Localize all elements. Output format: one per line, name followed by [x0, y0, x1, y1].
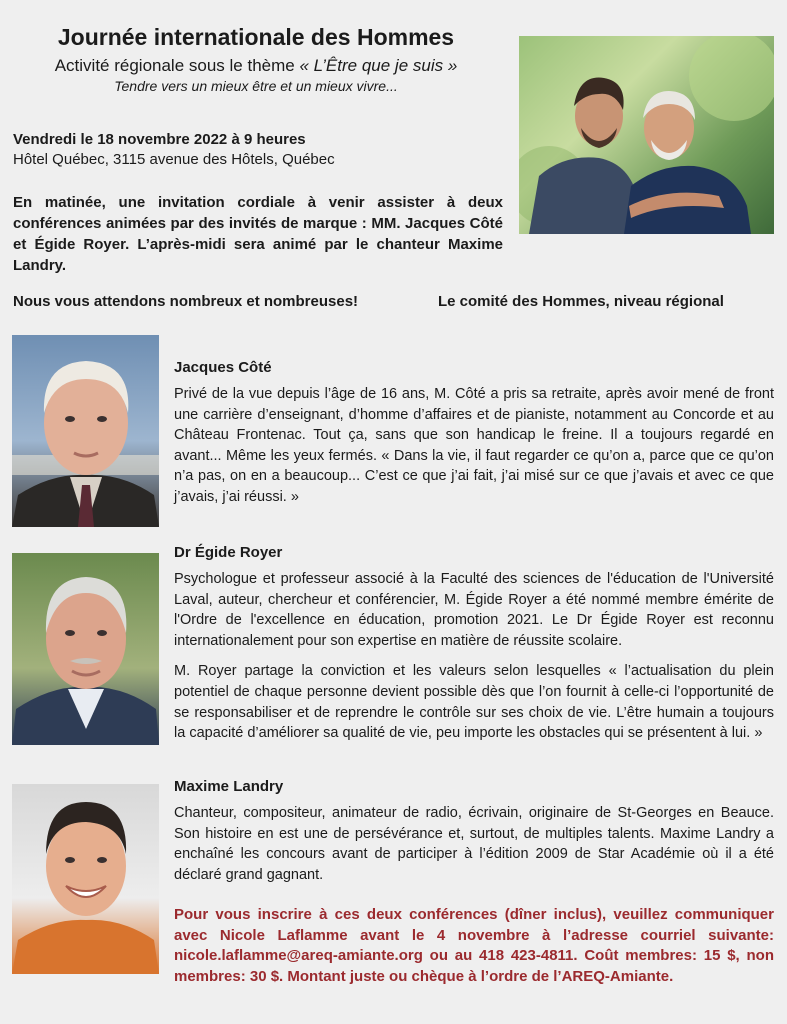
- speaker-name: Maxime Landry: [174, 778, 284, 795]
- page-title: Journée internationale des Hommes: [57, 24, 455, 50]
- speaker-quote: M. Royer partage la conviction et les valeurs selon lesquelles « l’actualisation du plein potentiel de chaque personne devient possible dès que l’on fournit à celle-ci l’opportunité de se responsabiliser et de reprendre le contrôle sur ses choix de vie. L’être humain a toujours la capacité d’améliorer sa qualité de vie, peu importe les obstacles qui se présentent à lui. »: [174, 663, 774, 742]
- speaker-photo-egide-royer: [12, 553, 159, 745]
- speaker-bio-egide-royer: [174, 543, 774, 744]
- committee-signature: Le comité des Hommes, niveau régional: [438, 293, 724, 310]
- hero-photo: [519, 36, 774, 234]
- speaker-photo-maxime-landry: [12, 784, 159, 974]
- subtitle: [0, 54, 512, 77]
- registration-cost-text: ou au 418 423-4811. Coût membres: 15 $, non membres: 30 $. Montant juste ou chèque à l’ordre de l’AREQ-Amiante.: [174, 947, 774, 985]
- welcome-line: [13, 292, 783, 312]
- welcome-text: Nous vous attendons nombreux et nombreuses!: [13, 293, 359, 310]
- subtitle-prefix: Activité régionale sous le thème: [54, 56, 300, 75]
- header: [0, 22, 512, 95]
- event-info: [13, 130, 503, 170]
- speaker-name: Jacques Côté: [174, 359, 272, 376]
- event-date: Vendredi le 18 novembre 2022 à 9 heures: [13, 131, 306, 148]
- portrait-illustration: [12, 553, 159, 745]
- speaker-photo-jacques-cote: [12, 335, 159, 527]
- event-location: Hôtel Québec, 3115 avenue des Hôtels, Québec: [13, 151, 335, 168]
- speaker-name: Dr Égide Royer: [174, 544, 283, 561]
- speaker-description: Psychologue et professeur associé à la Faculté des sciences de l'éducation de l'Université Laval, auteur, chercheur et conférencier, M. Égide Royer a été nommé membre émérite de l'Ordre de l'excellence en éducation, promotion 2021. Le Dr Égide Royer est reconnu internationalement pour son expertise en matière de réussite scolaire.: [174, 571, 774, 649]
- speaker-bio-maxime-landry: [174, 777, 774, 885]
- portrait-illustration: [12, 335, 159, 527]
- subtitle-theme: « L’Être que je suis »: [299, 56, 458, 75]
- registration-text: Pour vous inscrire à ces deux conférences (dîner inclus), veuillez communiquer avec Nicole Laflamme avant le 4 novembre à l’adresse courriel suivante:: [174, 906, 774, 944]
- contact-email-link[interactable]: nicole.laflamme@areq-amiante.org: [174, 947, 423, 964]
- intro-paragraph: En matinée, une invitation cordiale à venir assister à deux conférences animées par des invités de marque : MM. Jacques Côté et Égide Royer. L’après-midi sera animé par le chanteur Maxime Landry.: [13, 194, 503, 274]
- portrait-illustration: [12, 784, 159, 974]
- speaker-description: Chanteur, compositeur, animateur de radio, écrivain, originaire de St-Georges en Beauce. Son histoire en est une de persévérance et, surtout, de multiples talents. Maxime Landry a enchaîné les concours avant de participer à l’édition 2009 de Star Académie où il a été déclaré grand gagnant.: [174, 805, 774, 883]
- registration-info: [174, 905, 774, 987]
- tagline: Tendre vers un mieux être et un mieux vivre...: [114, 78, 398, 94]
- hero-photo-illustration: [519, 36, 774, 234]
- speaker-description: Privé de la vue depuis l’âge de 16 ans, M. Côté a pris sa retraite, après avoir mené de front une carrière d’enseignant, d’homme d’affaires et de pianiste, notamment au Concorde et au Château Frontenac. Tout ça, sans que son handicap le freine. Il a toujours regardé en avant... Même les yeux fermés. « Dans la vie, il faut regarder ce qu’on a, parce que ce qu’on n’a pas, on en a beaucoup... C’est ce que j’ai fait, j’ai misé sur ce que j’avais et avec ce que j’avais, j’ai réussi. »: [174, 386, 774, 505]
- speaker-bio-jacques-cote: [174, 358, 774, 508]
